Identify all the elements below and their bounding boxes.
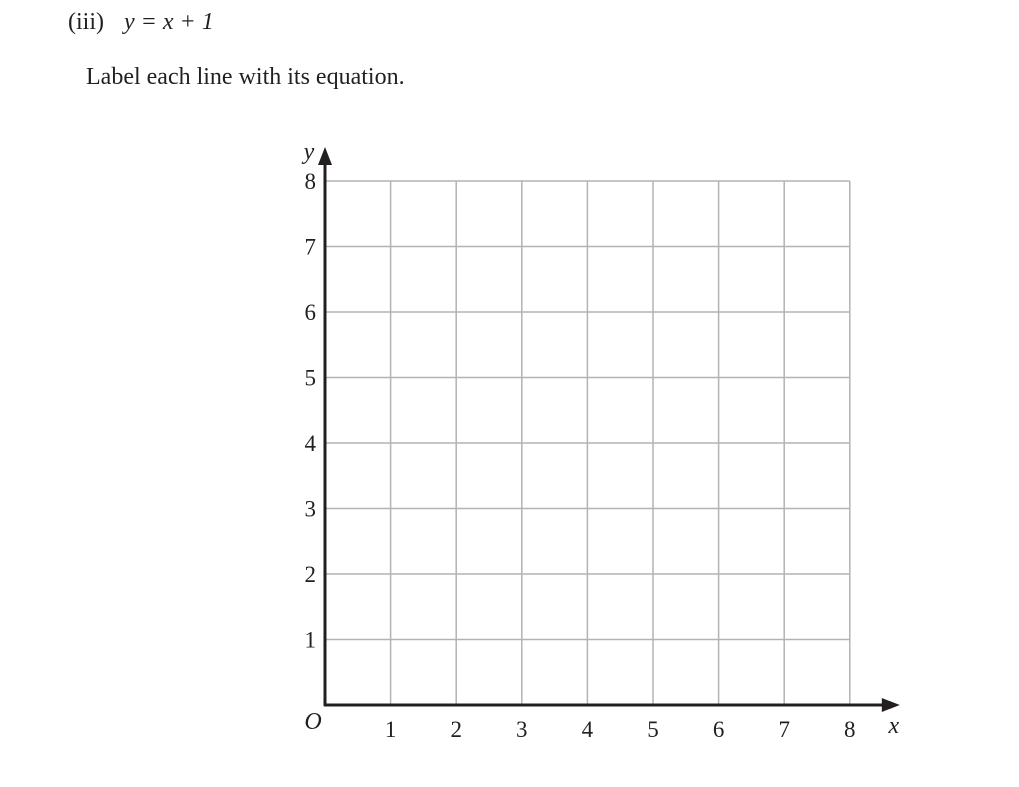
y-axis-title: y — [303, 139, 315, 165]
y-tick-label: 2 — [304, 562, 316, 587]
y-tick-label: 6 — [304, 300, 316, 325]
x-tick-label: 6 — [712, 717, 725, 742]
x-tick-label: 3 — [516, 717, 528, 742]
part-label: (iii) — [68, 9, 104, 35]
y-tick-label: 7 — [304, 234, 316, 260]
y-axis-arrow — [318, 147, 332, 165]
part-equation: y = x + 1 — [124, 9, 214, 35]
y-tick-label: 1 — [304, 627, 316, 653]
x-tick-label: 1 — [384, 717, 397, 742]
x-axis-title: x — [888, 713, 900, 739]
x-tick-label: 4 — [581, 717, 594, 742]
y-tick-label: 4 — [304, 431, 316, 456]
x-axis-arrow — [882, 698, 900, 712]
axes — [318, 147, 900, 712]
y-tick-label: 5 — [304, 365, 316, 391]
instruction-text: Label each line with its equation. — [86, 64, 405, 90]
x-tick-label: 5 — [647, 717, 659, 742]
x-tick-label: 2 — [450, 717, 462, 742]
grid-lines — [325, 181, 850, 705]
x-tick-label: 8 — [844, 717, 856, 742]
x-tick-label: 7 — [778, 717, 790, 742]
y-tick-label: 3 — [304, 496, 316, 522]
origin-label: O — [304, 709, 322, 735]
y-tick-label: 8 — [304, 169, 316, 194]
